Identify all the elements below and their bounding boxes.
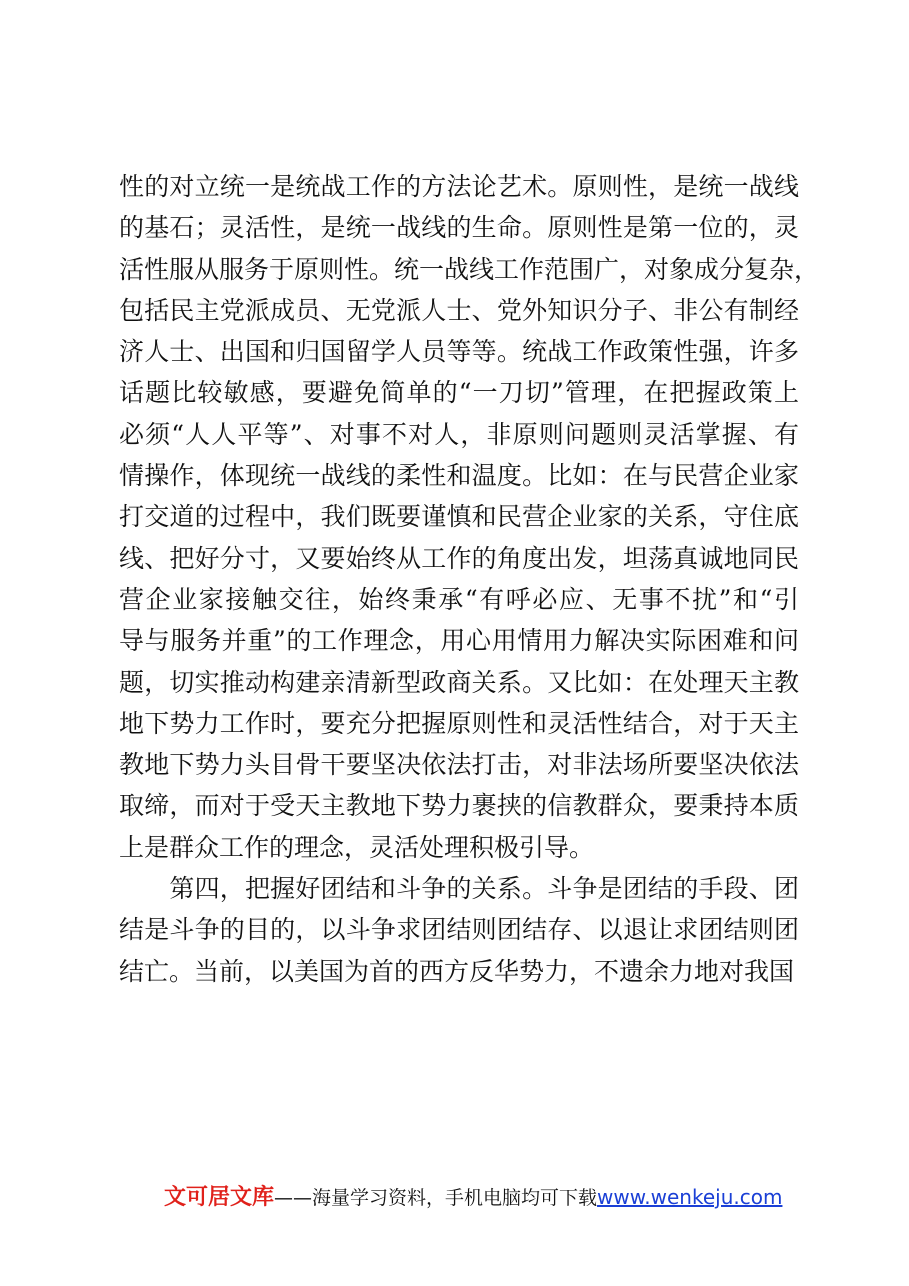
document-body <box>119 166 820 992</box>
text-line: 情操作，体现统一战线的柔性和温度。比如：在与民营企业家 <box>119 461 799 491</box>
text-line: 的基石；灵活性，是统一战线的生命。原则性是第一位的，灵 <box>119 213 799 243</box>
text-line: 上是群众工作的理念，灵活处理积极引导。 <box>119 832 595 862</box>
footer-tagline: ——海量学习资料，手机电脑均可下载 <box>274 1187 598 1209</box>
paragraph <box>119 166 820 868</box>
text-line: 济人士、出国和归国留学人员等等。统战工作政策性强，许多 <box>119 337 799 367</box>
text-line: 导与服务并重”的工作理念，用心用情用力解决实际困难和问 <box>119 626 799 656</box>
brand-name: 文可居文库 <box>164 1185 275 1210</box>
text-line: 活性服从服务于原则性。统一战线工作范围广，对象成分复杂， <box>119 254 820 284</box>
footer-banner <box>164 1182 804 1212</box>
text-line: 包括民主党派成员、无党派人士、党外知识分子、非公有制经 <box>119 295 799 325</box>
text-line: 营企业家接触交往，始终秉承“有呼必应、无事不扰”和“引 <box>119 584 799 614</box>
text-line: 线、把好分寸，又要始终从工作的角度出发，坦荡真诚地同民 <box>119 543 799 573</box>
text-line: 必须“人人平等”、对事不对人，非原则问题则灵活掌握、有 <box>119 419 799 449</box>
text-line: 第四，把握好团结和斗争的关系。斗争是团结的手段、团 <box>119 874 799 904</box>
text-line: 题，切实推动构建亲清新型政商关系。又比如：在处理天主教 <box>119 667 799 697</box>
text-line: 结是斗争的目的，以斗争求团结则团结存、以退让求团结则团 <box>119 915 799 945</box>
text-line: 性的对立统一是统战工作的方法论艺术。原则性，是统一战线 <box>119 172 799 201</box>
paragraph <box>119 868 799 992</box>
text-line: 地下势力工作时，要充分把握原则性和灵活性结合，对于天主 <box>119 708 799 738</box>
text-line: 教地下势力头目骨干要坚决依法打击，对非法场所要坚决依法 <box>119 750 799 780</box>
text-line: 取缔，而对于受天主教地下势力裹挟的信教群众，要秉持本质 <box>119 791 799 821</box>
text-line: 话题比较敏感，要避免简单的“一刀切”管理，在把握政策上 <box>119 378 799 408</box>
text-line: 打交道的过程中，我们既要谨慎和民营企业家的关系，守住底 <box>119 502 799 532</box>
website-link[interactable]: www.wenkeju.com <box>597 1185 783 1209</box>
text-line: 结亡。当前，以美国为首的西方反华势力，不遗余力地对我国 <box>119 956 795 986</box>
